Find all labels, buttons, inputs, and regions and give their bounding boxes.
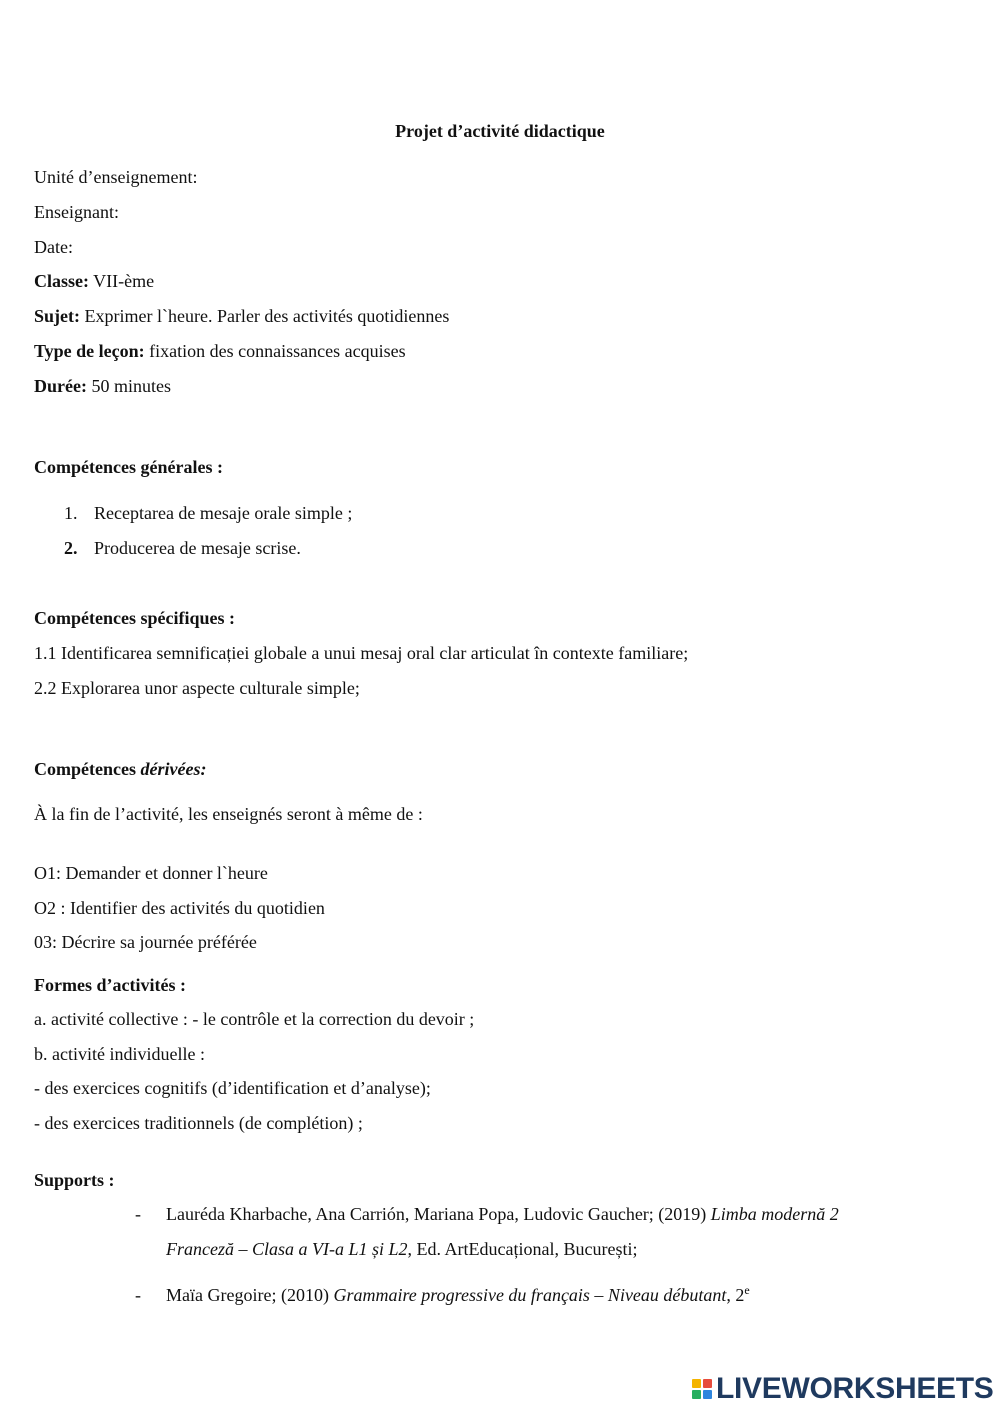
heading-competences-derivees: Compétences dérivées:: [34, 759, 207, 779]
list-item: 1. Receptarea de mesaje orale simple ;: [64, 503, 353, 523]
document-title: Projet d’activité didactique: [395, 121, 605, 141]
liveworksheets-logo: [692, 1374, 994, 1404]
forme-line: - des exercices cognitifs (d’identification et d’analyse);: [34, 1078, 431, 1098]
competence-specifique-2: 2.2 Explorarea unor aspecte culturale simple;: [34, 678, 360, 698]
forme-line: a. activité collective : - le contrôle et la correction du devoir ;: [34, 1009, 475, 1029]
heading-supports: Supports :: [34, 1170, 115, 1190]
heading-formes-activites: Formes d’activités :: [34, 975, 186, 995]
field-enseignant: Enseignant:: [34, 202, 119, 222]
list-item: 2. Producerea de mesaje scrise.: [64, 538, 301, 558]
field-duree: Durée: 50 minutes: [34, 376, 171, 396]
support-item-2: - Maïa Gregoire; (2010) Grammaire progressive du français – Niveau débutant, 2e: [135, 1283, 750, 1305]
support-item-1-cont: Franceză – Clasa a VI-a L1 și L2, Ed. ArtEducațional, București;: [166, 1239, 638, 1259]
heading-competences-specifiques: Compétences spécifiques :: [34, 608, 235, 628]
brand-name: LIVEWORKSHEETS: [716, 1372, 994, 1405]
field-classe: Classe: VII-ème: [34, 271, 155, 291]
field-type-lecon: Type de leçon: fixation des connaissances acquises: [34, 341, 406, 361]
objective-o1: O1: Demander et donner l`heure: [34, 863, 268, 883]
liveworksheets-logo-icon: [692, 1379, 712, 1399]
support-item-1: - Lauréda Kharbache, Ana Carrión, Mariana Popa, Ludovic Gaucher; (2019) Limba modernă 2: [135, 1204, 839, 1224]
derivees-intro: À la fin de l’activité, les enseignés seront à même de :: [34, 804, 423, 824]
field-date: Date:: [34, 237, 73, 257]
objective-o2: O2 : Identifier des activités du quotidien: [34, 898, 325, 918]
field-unite: Unité d’enseignement:: [34, 167, 198, 187]
forme-line: - des exercices traditionnels (de complétion) ;: [34, 1113, 363, 1133]
competence-specifique-1: 1.1 Identificarea semnificației globale a unui mesaj oral clar articulat în contexte familiare;: [34, 643, 689, 663]
field-sujet: Sujet: Exprimer l`heure. Parler des activités quotidiennes: [34, 306, 450, 326]
objective-o3: 03: Décrire sa journée préférée: [34, 932, 257, 952]
heading-competences-generales: Compétences générales :: [34, 457, 223, 477]
forme-line: b. activité individuelle :: [34, 1044, 205, 1064]
